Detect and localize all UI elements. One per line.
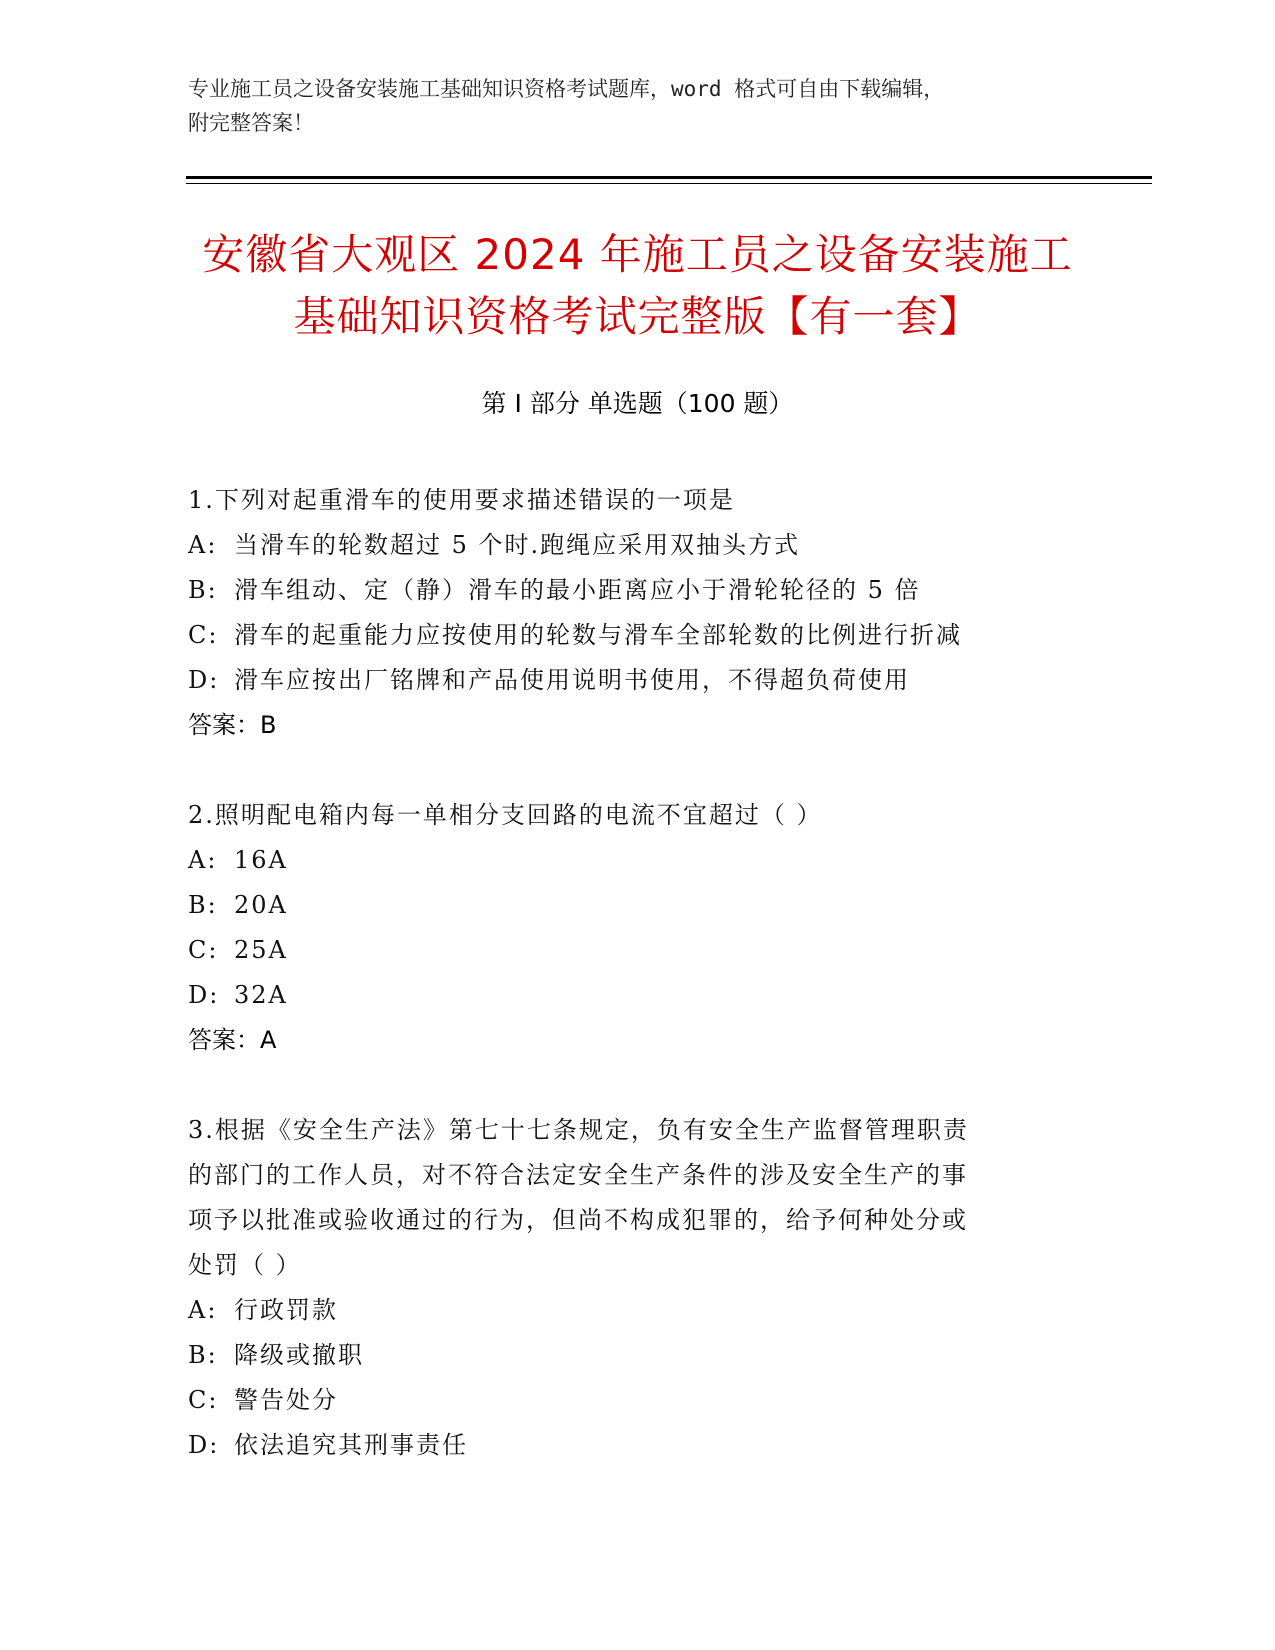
header-rule-thin (186, 183, 1152, 184)
question-stem (188, 1108, 1068, 1288)
document-title (150, 224, 1125, 348)
option-text: 滑车应按出厂铭牌和产品使用说明书使用，不得超负荷使用 (234, 666, 910, 694)
option-key: D: (188, 1431, 220, 1459)
option-key: D: (188, 666, 220, 694)
option-text: 依法追究其刑事责任 (234, 1431, 468, 1459)
question-stem-line: 2.照明配电箱内每一单相分支回路的电流不宜超过（ ） (188, 801, 823, 829)
question-stem-line: 处罚（ ） (188, 1251, 302, 1279)
header-rule-thick (186, 176, 1152, 179)
option-key: C: (188, 621, 219, 649)
question-3 (188, 1108, 1068, 1468)
option-c (188, 613, 1068, 658)
option-a (188, 838, 1068, 883)
option-text: 25A (234, 936, 288, 964)
option-text: 滑车的起重能力应按使用的轮数与滑车全部轮数的比例进行折减 (234, 621, 962, 649)
header-note (188, 72, 1068, 140)
question-2 (188, 793, 1068, 1063)
option-text: 16A (234, 846, 288, 874)
option-text: 降级或撤职 (234, 1341, 364, 1369)
question-1 (188, 478, 1068, 748)
question-stem-line: 1.下列对起重滑车的使用要求描述错误的一项是 (188, 486, 735, 514)
option-text: 滑车组动、定（静）滑车的最小距离应小于滑轮轮径的 5 倍 (234, 576, 921, 604)
question-stem (188, 478, 1068, 523)
option-key: A: (188, 1296, 218, 1324)
question-stem-line: 3.根据《安全生产法》第七十七条规定，负有安全生产监督管理职责 (188, 1116, 969, 1144)
question-stem-line: 的部门的工作人员，对不符合法定安全生产条件的涉及安全生产的事 (188, 1161, 968, 1189)
option-d (188, 973, 1068, 1018)
header-note-line-1: 专业施工员之设备安装施工基础知识资格考试题库，word 格式可自由下载编辑， (188, 77, 945, 101)
option-key: B: (188, 576, 218, 604)
option-key: A: (188, 531, 218, 559)
option-text: 32A (234, 981, 288, 1009)
option-d (188, 1423, 1068, 1468)
option-text: 20A (234, 891, 288, 919)
question-list (188, 478, 1068, 1513)
header-note-line-2: 附完整答案！ (188, 111, 314, 135)
option-a (188, 523, 1068, 568)
option-b (188, 568, 1068, 613)
question-stem (188, 793, 1068, 838)
question-stem-line: 项予以批准或验收通过的行为，但尚不构成犯罪的，给予何种处分或 (188, 1206, 968, 1234)
option-text: 警告处分 (234, 1386, 338, 1414)
option-d (188, 658, 1068, 703)
option-b (188, 1333, 1068, 1378)
option-key: A: (188, 846, 218, 874)
document-title-line-1: 安徽省大观区 2024 年施工员之设备安装施工 (202, 230, 1073, 279)
document-title-line-2: 基础知识资格考试完整版【有一套】 (293, 292, 982, 341)
option-text: 行政罚款 (234, 1296, 338, 1324)
option-key: B: (188, 891, 218, 919)
option-b (188, 883, 1068, 928)
option-key: C: (188, 1386, 219, 1414)
option-key: C: (188, 936, 219, 964)
section-title: 第 I 部分 单选题（100 题） (481, 389, 794, 418)
option-a (188, 1288, 1068, 1333)
answer: 答案：A (188, 1026, 277, 1054)
option-text: 当滑车的轮数超过 5 个时.跑绳应采用双抽头方式 (234, 531, 801, 559)
option-c (188, 1378, 1068, 1423)
option-key: D: (188, 981, 220, 1009)
option-key: B: (188, 1341, 218, 1369)
option-c (188, 928, 1068, 973)
answer: 答案：B (188, 711, 277, 739)
